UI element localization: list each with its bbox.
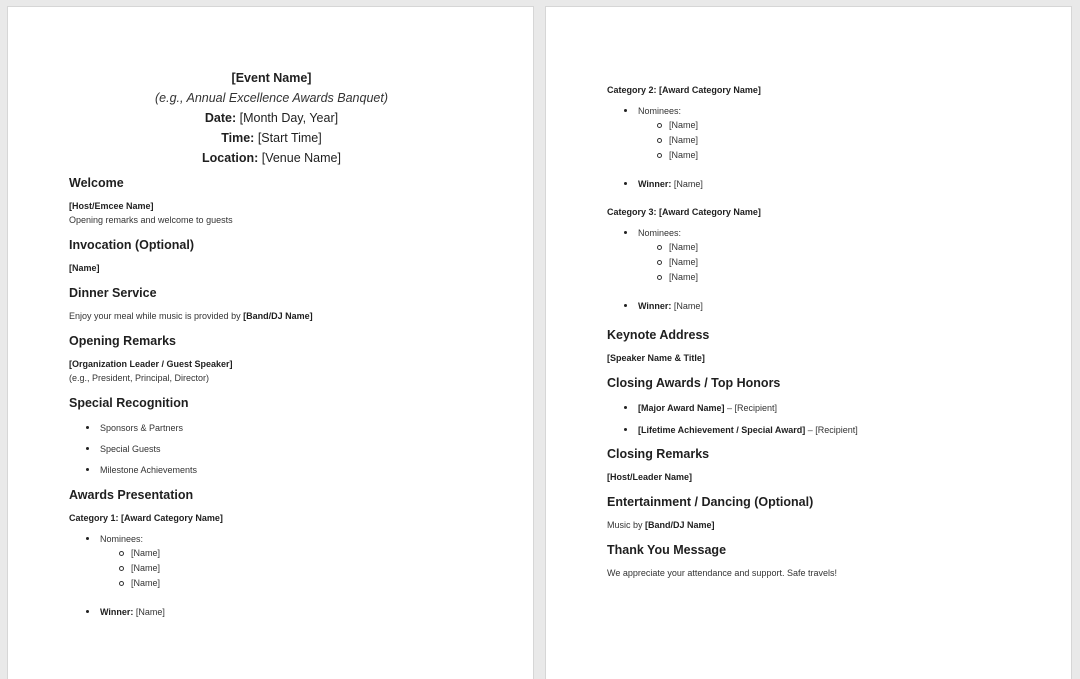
nominee: [Name] <box>100 576 509 591</box>
keynote-heading: Keynote Address <box>607 328 710 342</box>
closing-awards-list <box>607 401 1047 437</box>
opening-heading: Opening Remarks <box>69 334 176 348</box>
category-3-name: [Award Category Name] <box>659 207 761 217</box>
invocation-heading: Invocation (Optional) <box>69 238 194 252</box>
category-3-list <box>607 226 1047 313</box>
winner-label: Winner: <box>638 301 672 311</box>
keynote-speaker: [Speaker Name & Title] <box>607 353 705 363</box>
event-date <box>69 108 474 128</box>
winner-label: Winner: <box>100 607 134 617</box>
nominee: [Name] <box>638 240 1047 255</box>
list-item <box>607 423 1047 437</box>
nominees-item <box>69 532 509 591</box>
nominees-label: Nominees: <box>638 106 682 116</box>
invocation-name: [Name] <box>69 263 100 273</box>
welcome-text: Opening remarks and welcome to guests <box>69 215 233 225</box>
time-value: [Start Time] <box>254 131 322 145</box>
entertainment-text <box>607 518 1047 532</box>
welcome-heading: Welcome <box>69 176 124 190</box>
award-recipient: – [Recipient] <box>724 403 778 413</box>
entertainment-band: [Band/DJ Name] <box>645 520 715 530</box>
nominee: [Name] <box>638 133 1047 148</box>
winner-item <box>69 605 509 619</box>
category-1-name: [Award Category Name] <box>121 513 223 523</box>
dinner-text <box>69 309 509 323</box>
dinner-text-lead: Enjoy your meal while music is provided by <box>69 311 244 321</box>
winner-item <box>607 177 1047 191</box>
entertainment-text-lead: Music by <box>607 520 646 530</box>
nominees-item <box>607 226 1047 285</box>
category-1 <box>69 511 509 525</box>
recognition-heading: Special Recognition <box>69 396 189 410</box>
dinner-band: [Band/DJ Name] <box>243 311 313 321</box>
event-header <box>69 68 474 168</box>
entertainment-heading: Entertainment / Dancing (Optional) <box>607 495 814 509</box>
time-label: Time: <box>221 131 255 145</box>
category-3 <box>607 205 1047 219</box>
winner-value: [Name] <box>671 179 703 189</box>
date-value: [Month Day, Year] <box>236 111 339 125</box>
nominees-list <box>638 118 1047 163</box>
nominee: [Name] <box>638 118 1047 133</box>
nominees-list <box>100 546 509 591</box>
thanks-text: We appreciate your attendance and support. Safe travels! <box>607 568 837 578</box>
opening-speaker: [Organization Leader / Guest Speaker] <box>69 359 233 369</box>
event-example: (e.g., Annual Excellence Awards Banquet) <box>154 91 388 105</box>
nominees-list <box>638 240 1047 285</box>
event-time <box>69 128 474 148</box>
recognition-list <box>69 421 509 477</box>
category-1-label: Category 1: <box>69 513 122 523</box>
winner-value: [Name] <box>671 301 703 311</box>
nominee: [Name] <box>100 546 509 561</box>
page-1-content <box>69 68 509 619</box>
category-2-list <box>607 104 1047 191</box>
nominee: [Name] <box>638 255 1047 270</box>
nominees-label: Nominees: <box>100 534 144 544</box>
event-name: [Event Name] <box>231 71 312 85</box>
dinner-heading: Dinner Service <box>69 286 157 300</box>
category-1-list <box>69 532 509 619</box>
winner-item <box>607 299 1047 313</box>
closing-awards-heading: Closing Awards / Top Honors <box>607 376 781 390</box>
list-item: Special Guests <box>69 442 509 456</box>
closing-remarks-heading: Closing Remarks <box>607 447 710 461</box>
closing-remarks-host: [Host/Leader Name] <box>607 472 693 482</box>
opening-example: (e.g., President, Principal, Director) <box>69 373 210 383</box>
nominees-item <box>607 104 1047 163</box>
category-2-name: [Award Category Name] <box>659 85 761 95</box>
date-label: Date: <box>204 111 237 125</box>
welcome-host: [Host/Emcee Name] <box>69 201 154 211</box>
location-label: Location: <box>202 151 259 165</box>
award-name: [Major Award Name] <box>638 403 725 413</box>
document-page-2 <box>545 6 1072 679</box>
page-2-content <box>607 83 1047 580</box>
nominees-label: Nominees: <box>638 228 682 238</box>
award-name: [Lifetime Achievement / Special Award] <box>638 425 806 435</box>
event-location <box>69 148 474 168</box>
nominee: [Name] <box>638 148 1047 163</box>
nominee: [Name] <box>638 270 1047 285</box>
document-page-1 <box>7 6 534 679</box>
list-item <box>607 401 1047 415</box>
winner-label: Winner: <box>638 179 672 189</box>
award-recipient: – [Recipient] <box>805 425 858 435</box>
winner-value: [Name] <box>133 607 165 617</box>
thanks-heading: Thank You Message <box>607 543 727 557</box>
list-item: Sponsors & Partners <box>69 421 509 435</box>
category-2-label: Category 2: <box>607 85 660 95</box>
awards-heading: Awards Presentation <box>69 488 194 502</box>
category-2 <box>607 83 1047 97</box>
list-item: Milestone Achievements <box>69 463 509 477</box>
nominee: [Name] <box>100 561 509 576</box>
category-3-label: Category 3: <box>607 207 660 217</box>
location-value: [Venue Name] <box>258 151 341 165</box>
